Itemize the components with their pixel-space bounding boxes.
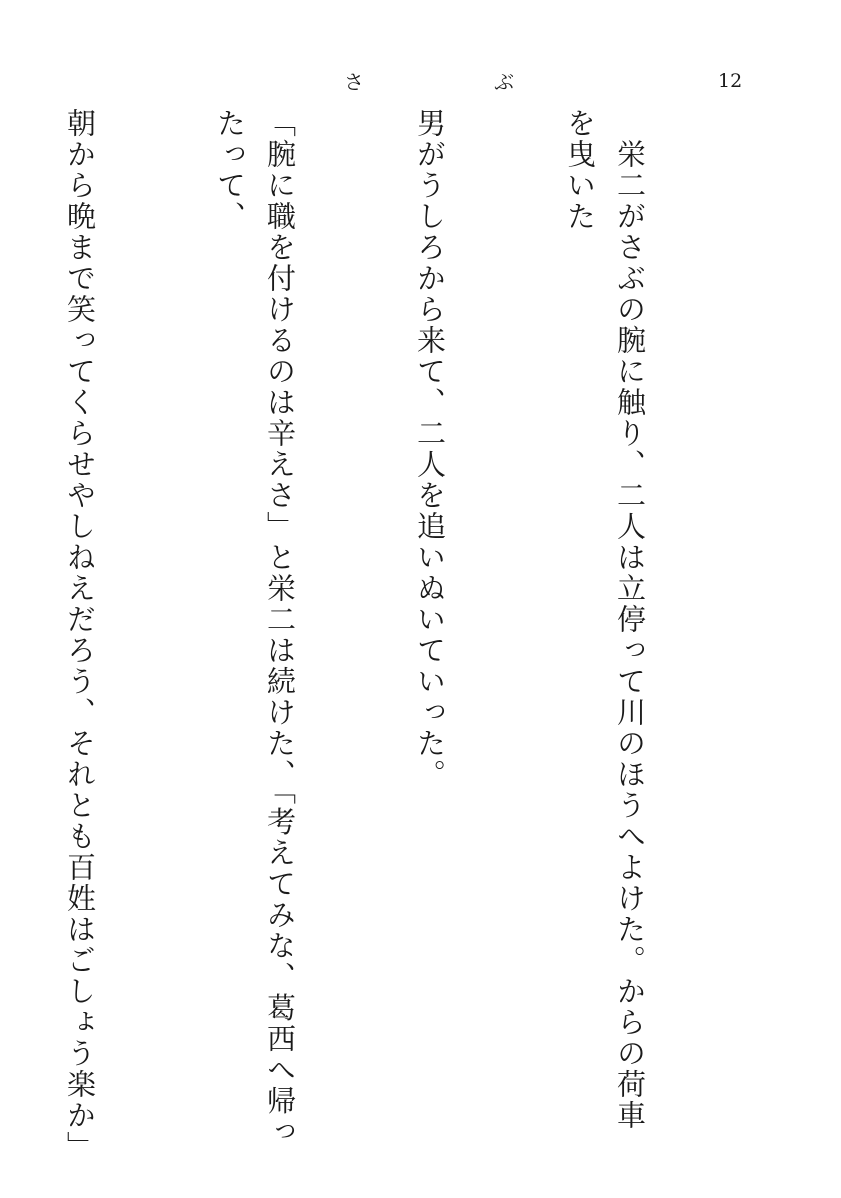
text-line: 栄二がさぶの腕に触り、二人は立停って川のほうへよけた。からの荷車を曳いた [563,108,647,1131]
text-line: 「腕に職を付けるのは辛えさ」と栄二は続けた、「考えてみな、葛西へ帰ったって、 [213,108,297,1148]
text-line: 朝から晩まで笑ってくらせやしねえだろう、それとも百姓はごしょう楽か」 [63,108,97,1162]
text-line: 男がうしろから来て、二人を追いぬいていった。 [413,108,447,790]
vertical-text-body [63,108,755,1162]
page-number: 12 [718,70,743,92]
running-header-char: さ [344,70,364,94]
running-header [344,66,514,95]
running-header-char: ぶ [494,70,514,94]
